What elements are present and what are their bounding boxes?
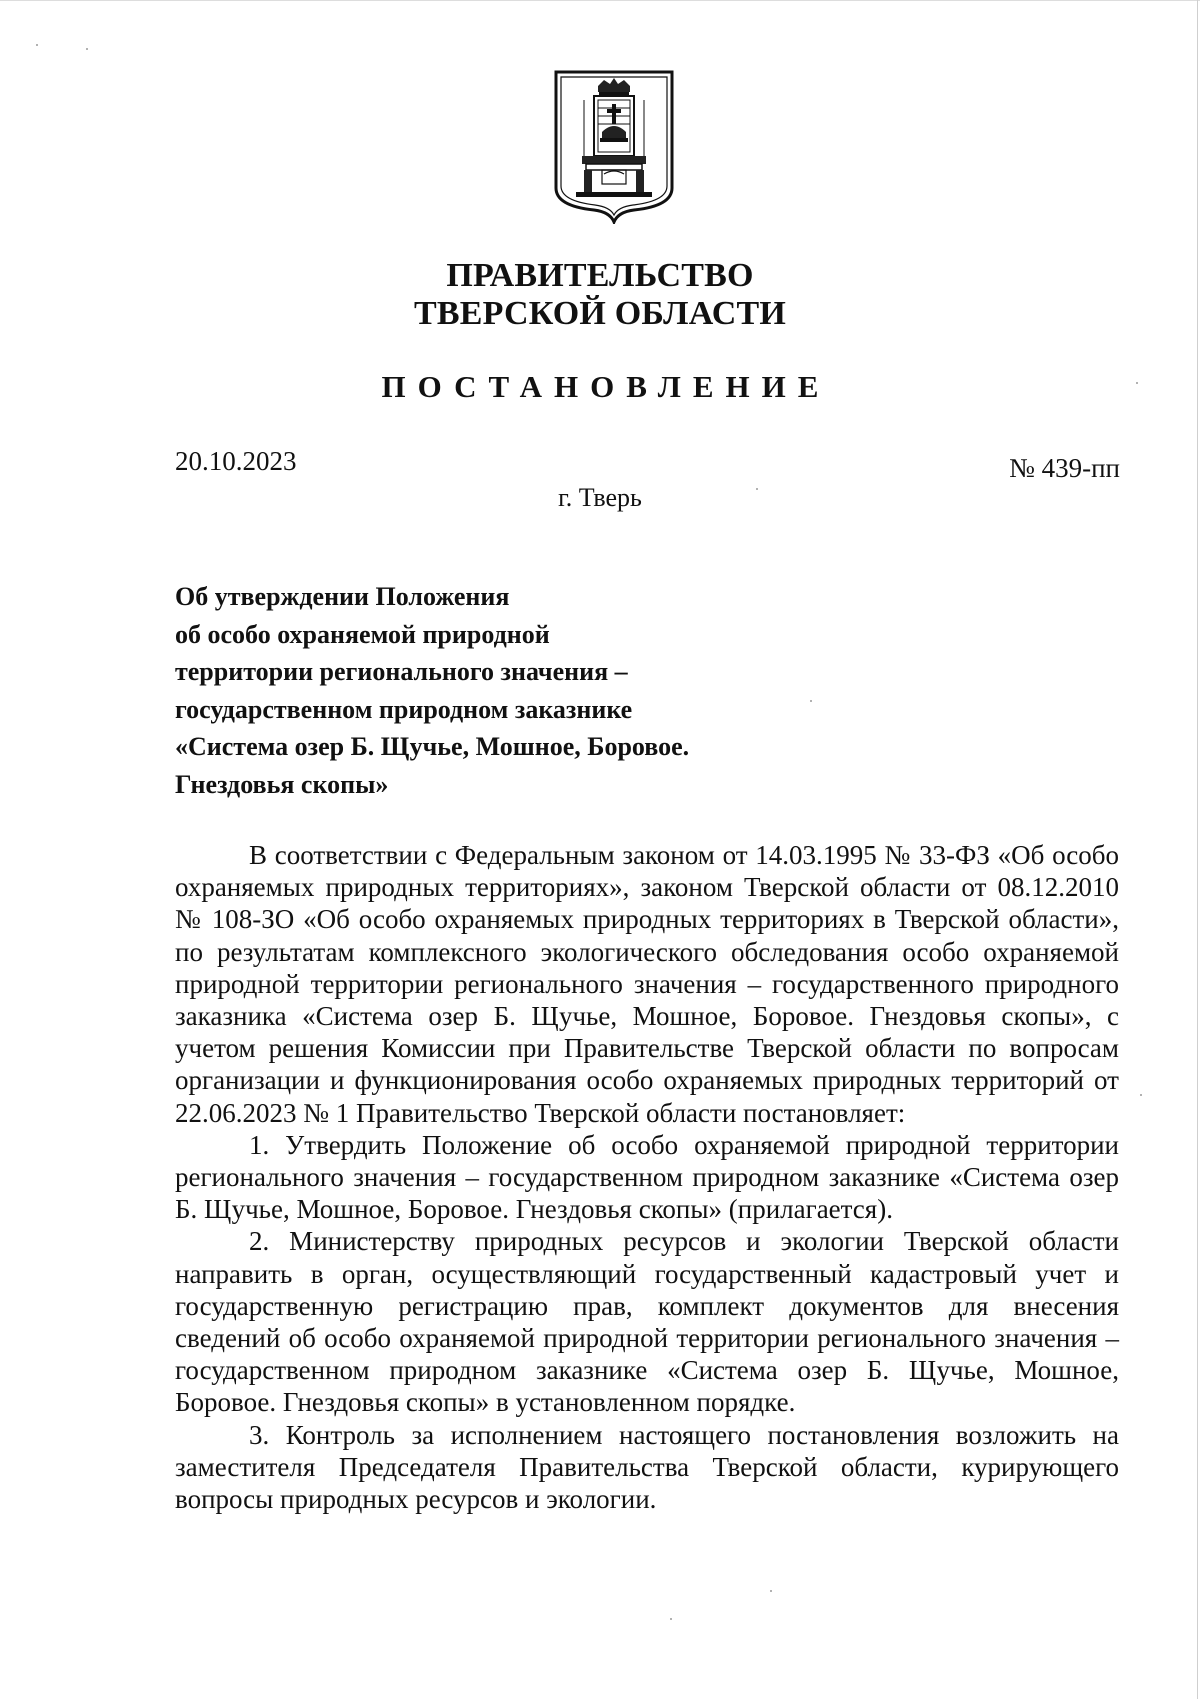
subject-line: «Система озер Б. Щучье, Мошное, Боровое.: [175, 732, 690, 761]
coat-of-arms-icon: [554, 70, 674, 224]
decree-city: г. Тверь: [558, 483, 642, 512]
clause-2-paragraph: 2. Министерству природных ресурсов и экологии Тверской области направить в орган, осуществляющий государственный кадастровый учет и государственную регистрацию прав, комплект документов для внесения сведений об особо охраняемой природной территории регионального значения – государственном природном заказнике «Система озер Б. Щучье, Мошное, Боровое. Гнездовья скопы» в установленном порядке.: [175, 1226, 1119, 1418]
clause-1-paragraph: 1. Утвердить Положение об особо охраняемой природной территории регионального значения – государственном природном заказнике «Система озер Б. Щучье, Мошное, Боровое. Гнездовья скопы» (прилагается).: [175, 1129, 1119, 1225]
scan-speck: [670, 1618, 672, 1620]
decree-date: 20.10.2023: [175, 446, 297, 476]
decree-number: № 439-пп: [1009, 453, 1120, 483]
decree-subject: [175, 578, 935, 803]
subject-line: Об утверждении Положения: [175, 582, 510, 611]
scan-speck: [86, 48, 88, 50]
scan-speck: [810, 700, 812, 702]
page-top-edge: [0, 0, 1200, 1]
scan-speck: [756, 488, 758, 490]
subject-line: Гнездовья скопы»: [175, 769, 389, 799]
subject-line: государственном природном заказнике: [175, 694, 633, 724]
preamble-paragraph: В соответствии с Федеральным законом от 14.03.1995 № 33-ФЗ «Об особо охраняемых природных территориях», законом Тверской области от 08.12.2010 № 108-ЗО «Об особо охраняемых природных территориях в Тверской области», по результатам комплексного экологического обследования особо охраняемой природной территории регионального значения – государственного природного заказника «Система озер Б. Щучье, Мошное, Боровое. Гнездовья скопы», с учетом решения Комиссии при Правительстве Тверской области по вопросам организации и функционирования особо охраняемых природных территорий от 22.06.2023 № 1 Правительство Тверской области постановляет:: [175, 840, 1119, 1128]
document-type-heading: ПОСТАНОВЛЕНИЕ: [381, 369, 831, 404]
scan-speck: [1140, 1094, 1142, 1096]
decree-body: [175, 839, 1119, 1515]
government-title-line1: ПРАВИТЕЛЬСТВО: [446, 257, 754, 294]
scan-speck: [770, 1590, 772, 1592]
subject-line: территории регионального значения –: [175, 657, 628, 686]
government-title-line2: ТВЕРСКОЙ ОБЛАСТИ: [413, 295, 787, 332]
clause-3-paragraph: 3. Контроль за исполнением настоящего постановления возложить на заместителя Председателя Правительства Тверской области, курирующего вопросы природных ресурсов и экологии.: [175, 1419, 1119, 1515]
scan-speck: [1136, 382, 1138, 384]
scan-speck: [36, 44, 38, 46]
subject-line: об особо охраняемой природной: [175, 619, 550, 649]
